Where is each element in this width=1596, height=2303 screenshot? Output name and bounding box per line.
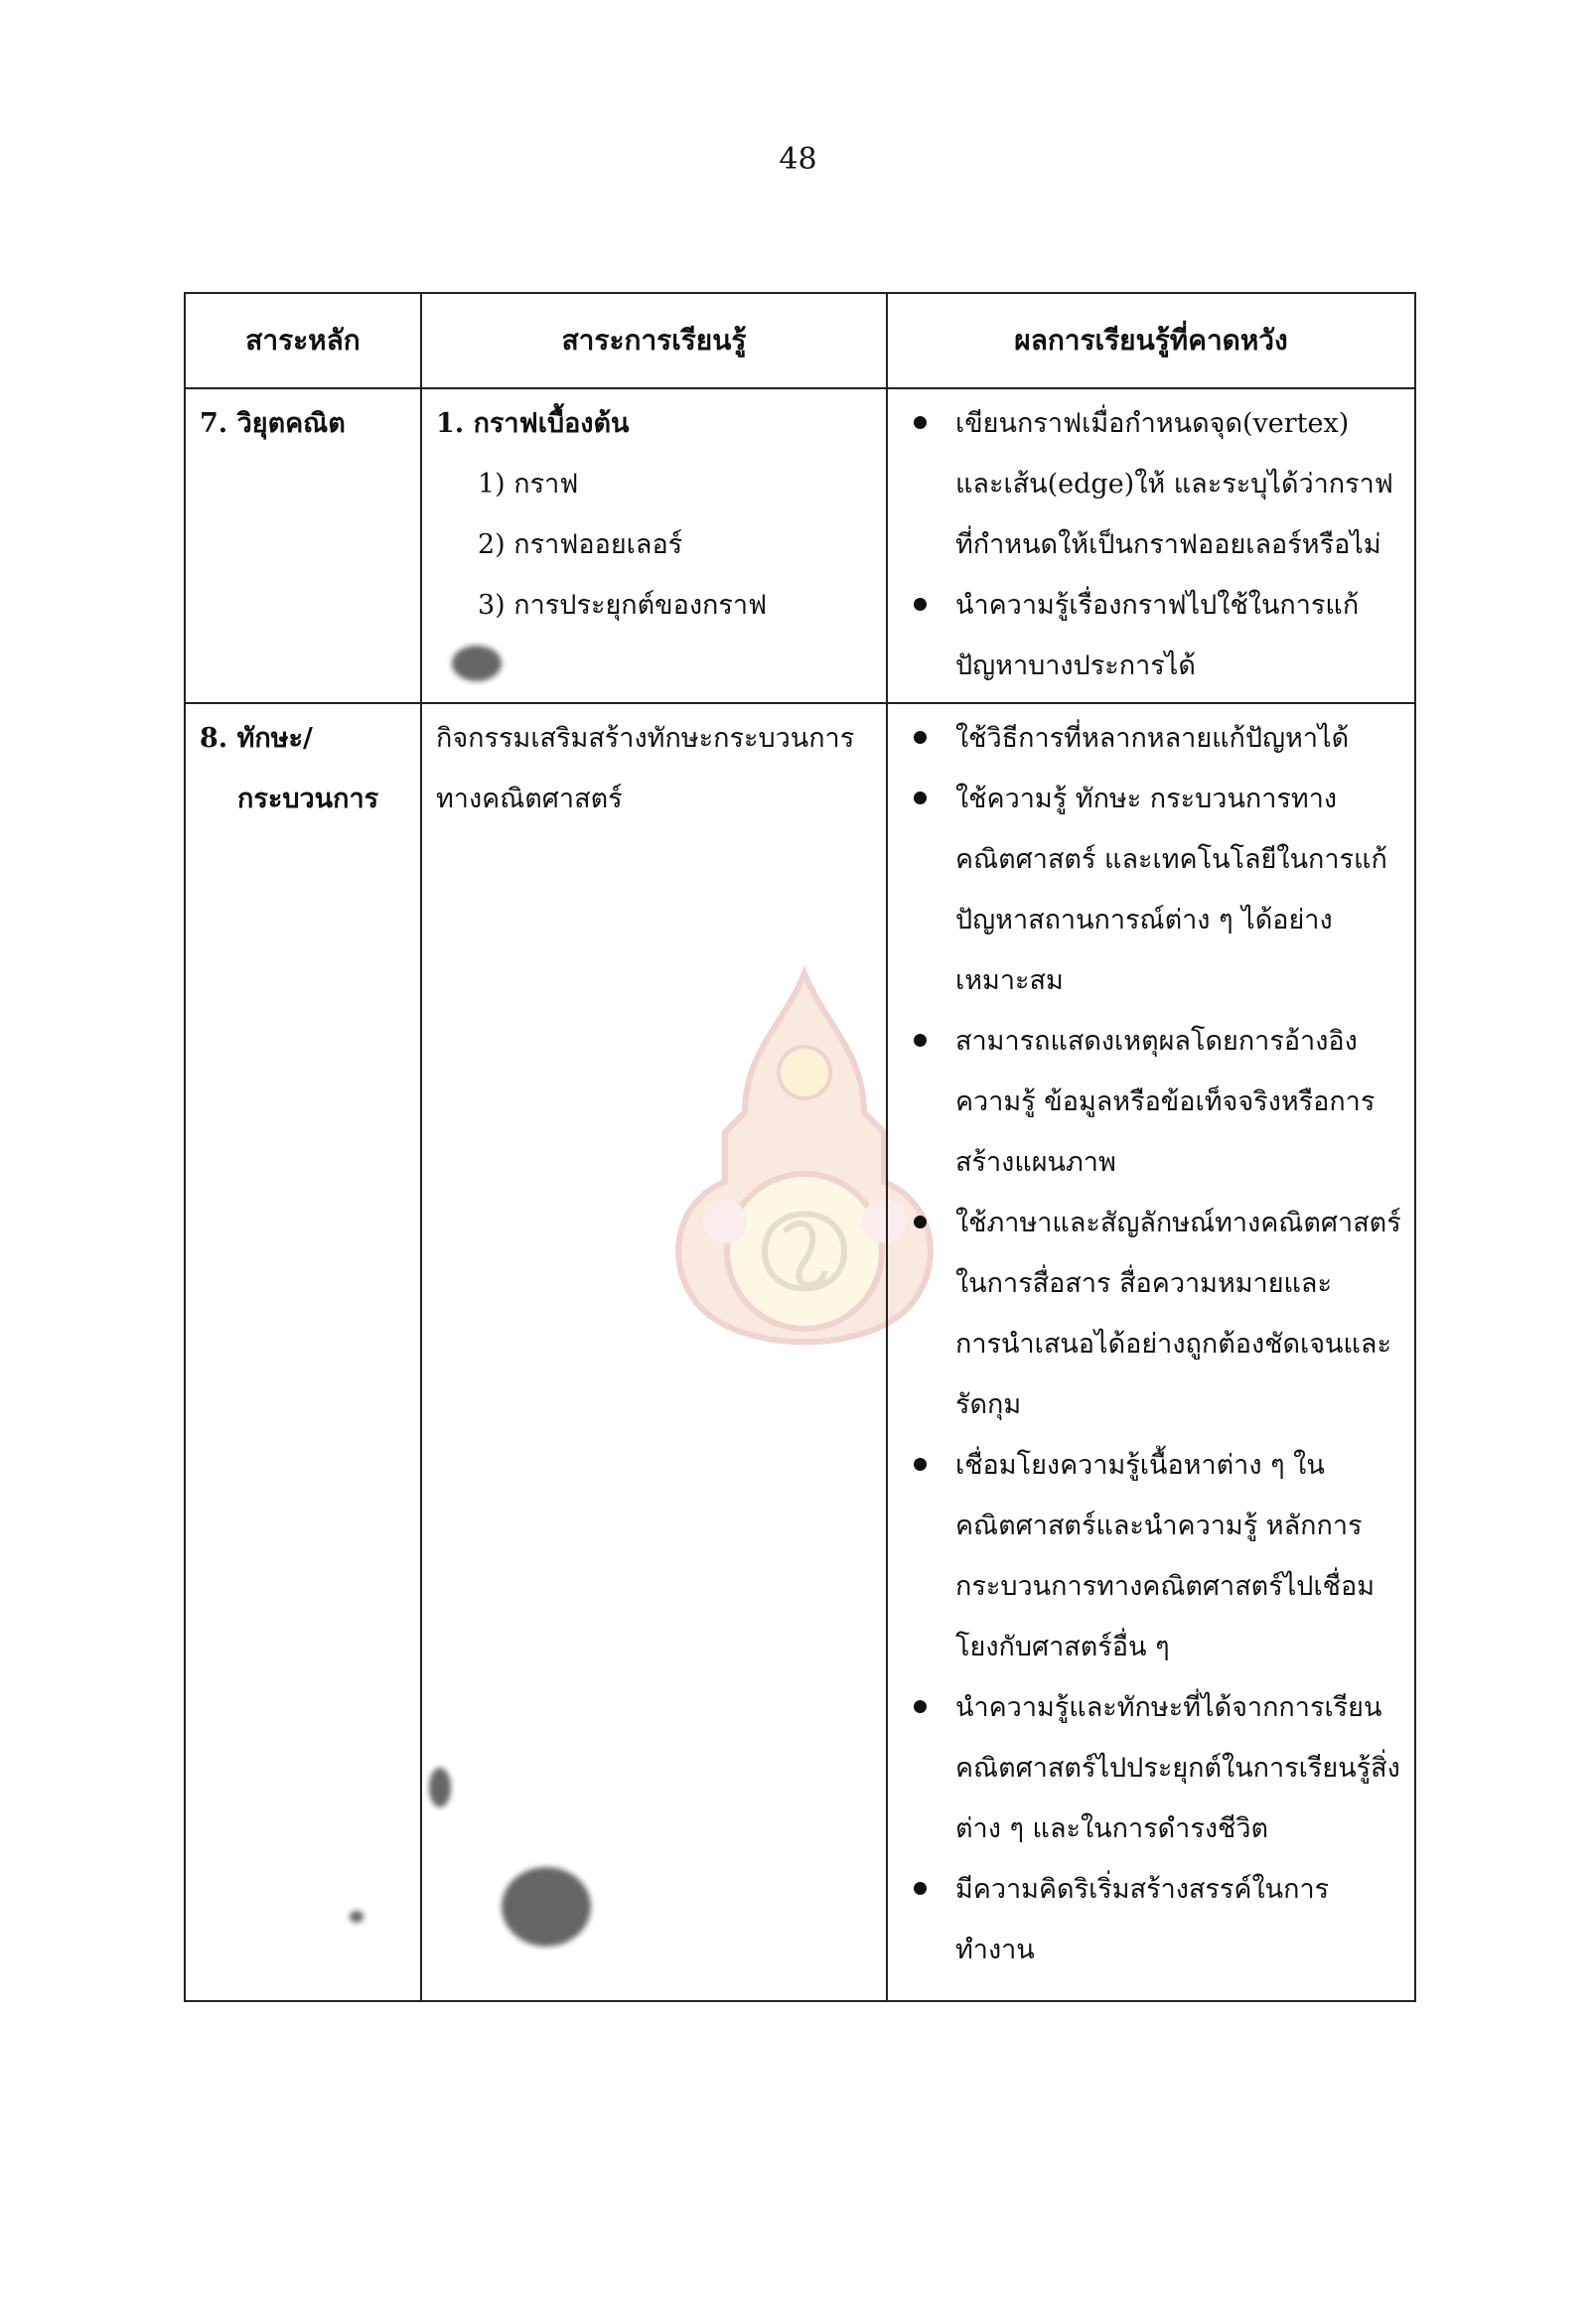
header-strand: สาระหลัก (185, 293, 421, 388)
outcome-item: นำความรู้เรื่องกราฟไปใช้ในการแก้ปัญหาบางประการได้ (902, 575, 1402, 696)
outcome-list (902, 708, 1402, 1980)
outcome-list (902, 393, 1402, 696)
content-item: 1) กราฟ (478, 469, 579, 500)
outcome-item: นำความรู้และทักษะที่ได้จากการเรียนคณิตศาสตร์ไปประยุกต์ในการเรียนรู้สิ่งต่าง ๆ และในการดำรงชีวิต (902, 1677, 1402, 1859)
outcome-item: ใช้ภาษาและสัญลักษณ์ทางคณิตศาสตร์ในการสื่อสาร สื่อความหมายและการนำเสนอได้อย่างถูกต้องชัดเจนและรัดกุม (902, 1193, 1402, 1435)
outcome-item: มีความคิดริเริ่มสร้างสรรค์ในการทำงาน (902, 1859, 1402, 1980)
page-number: 48 (779, 142, 817, 177)
outcomes-cell (887, 388, 1415, 703)
outcome-item: เชื่อมโยงความรู้เนื้อหาต่าง ๆ ในคณิตศาสตร์และนำความรู้ หลักการ กระบวนการทางคณิตศาสตร์ไปเชื่อมโยงกับศาสตร์อื่น ๆ (902, 1435, 1402, 1677)
strand-label: 8. ทักษะ/ (200, 723, 313, 754)
content-cell (421, 388, 887, 703)
outcome-item: ใช้ความรู้ ทักษะ กระบวนการทางคณิตศาสตร์ และเทคโนโลยีในการแก้ปัญหาสถานการณ์ต่าง ๆ ได้อย่างเหมาะสม (902, 769, 1402, 1011)
table-header-row (185, 293, 1415, 388)
outcomes-cell (887, 703, 1415, 2001)
content-text: กิจกรรมเสริมสร้างทักษะกระบวนการทางคณิตศาสตร์ (436, 723, 855, 814)
strand-cell (185, 703, 421, 2001)
content-item: 3) การประยุกต์ของกราฟ (478, 590, 768, 621)
strand-cell (185, 388, 421, 703)
content-cell (421, 703, 887, 2001)
content-title: 1. กราฟเบื้องต้น (436, 408, 630, 439)
curriculum-table (184, 292, 1416, 2002)
strand-label: 7. วิยุตคณิต (200, 408, 346, 439)
header-expected-outcomes: ผลการเรียนรู้ที่คาดหวัง (887, 293, 1415, 388)
outcome-item: เขียนกราฟเมื่อกำหนดจุด(vertex) และเส้น(edge)ให้ และระบุได้ว่ากราฟที่กำหนดให้เป็นกราฟออยเลอร์หรือไม่ (902, 393, 1402, 575)
strand-label-line2: กระบวนการ (237, 784, 379, 814)
outcome-item: สามารถแสดงเหตุผลโดยการอ้างอิงความรู้ ข้อมูลหรือข้อเท็จจริงหรือการสร้างแผนภาพ (902, 1011, 1402, 1193)
header-learning-content: สาระการเรียนรู้ (421, 293, 887, 388)
content-item: 2) กราฟออยเลอร์ (478, 529, 683, 560)
table-row (185, 703, 1415, 2001)
outcome-item: ใช้วิธีการที่หลากหลายแก้ปัญหาได้ (902, 708, 1402, 769)
table-row (185, 388, 1415, 703)
